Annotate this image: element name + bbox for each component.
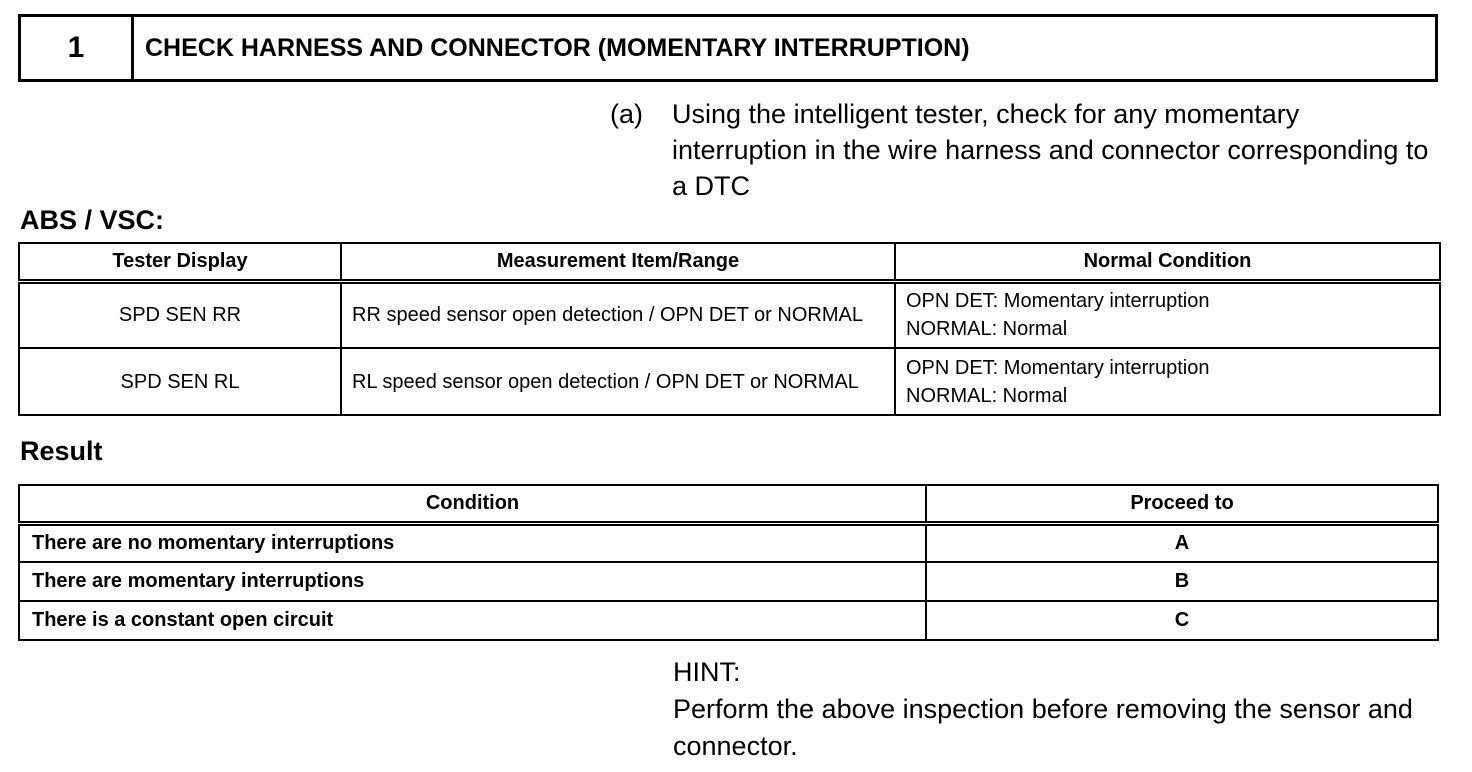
condition-cell: There are momentary interruptions <box>19 562 926 601</box>
column-header: Condition <box>19 485 926 523</box>
column-header: Normal Condition <box>895 243 1440 281</box>
hint-text: Perform the above inspection before removing the sensor and connector. <box>673 694 1413 761</box>
table-row <box>19 562 1438 601</box>
instruction-marker: (a) <box>610 99 643 129</box>
result-label: Result <box>20 436 103 466</box>
normal-condition-line: OPN DET: Momentary interruption <box>906 356 1210 379</box>
tester-display-cell: SPD SEN RL <box>19 348 341 415</box>
hint-label: HINT: <box>673 657 741 687</box>
table-header-row <box>19 485 1438 523</box>
table-row <box>19 523 1438 562</box>
table-header-row <box>19 243 1440 281</box>
step-title: CHECK HARNESS AND CONNECTOR (MOMENTARY INTERRUPTION) <box>145 33 970 62</box>
table-row <box>19 348 1440 415</box>
normal-condition-cell <box>895 281 1440 348</box>
result-table <box>18 484 1439 641</box>
condition-cell: There is a constant open circuit <box>19 601 926 640</box>
abs-vsc-label: ABS / VSC: <box>20 205 165 235</box>
measurement-cell: RR speed sensor open detection / OPN DET or NORMAL <box>341 281 895 348</box>
step-header <box>18 14 1438 82</box>
hint <box>673 654 1433 765</box>
proceed-cell: B <box>926 562 1438 601</box>
normal-condition-line: NORMAL: Normal <box>906 318 1068 341</box>
column-header: Proceed to <box>926 485 1438 523</box>
normal-condition-cell <box>895 348 1440 415</box>
measurement-cell: RL speed sensor open detection / OPN DET or NORMAL <box>341 348 895 415</box>
column-header: Measurement Item/Range <box>341 243 895 281</box>
condition-cell: There are no momentary interruptions <box>19 523 926 562</box>
instruction-text: Using the intelligent tester, check for any momentary interruption in the wire harness and connector corresponding to a DTC <box>672 99 1429 201</box>
instruction <box>610 96 1440 204</box>
table-row <box>19 601 1438 640</box>
normal-condition-line: OPN DET: Momentary interruption <box>906 290 1210 313</box>
column-header: Tester Display <box>19 243 341 281</box>
step-number: 1 <box>21 17 134 79</box>
table-row <box>19 281 1440 348</box>
proceed-cell: C <box>926 601 1438 640</box>
proceed-cell: A <box>926 523 1438 562</box>
tester-display-table <box>18 242 1441 416</box>
normal-condition-line: NORMAL: Normal <box>906 384 1068 407</box>
tester-display-cell: SPD SEN RR <box>19 281 341 348</box>
